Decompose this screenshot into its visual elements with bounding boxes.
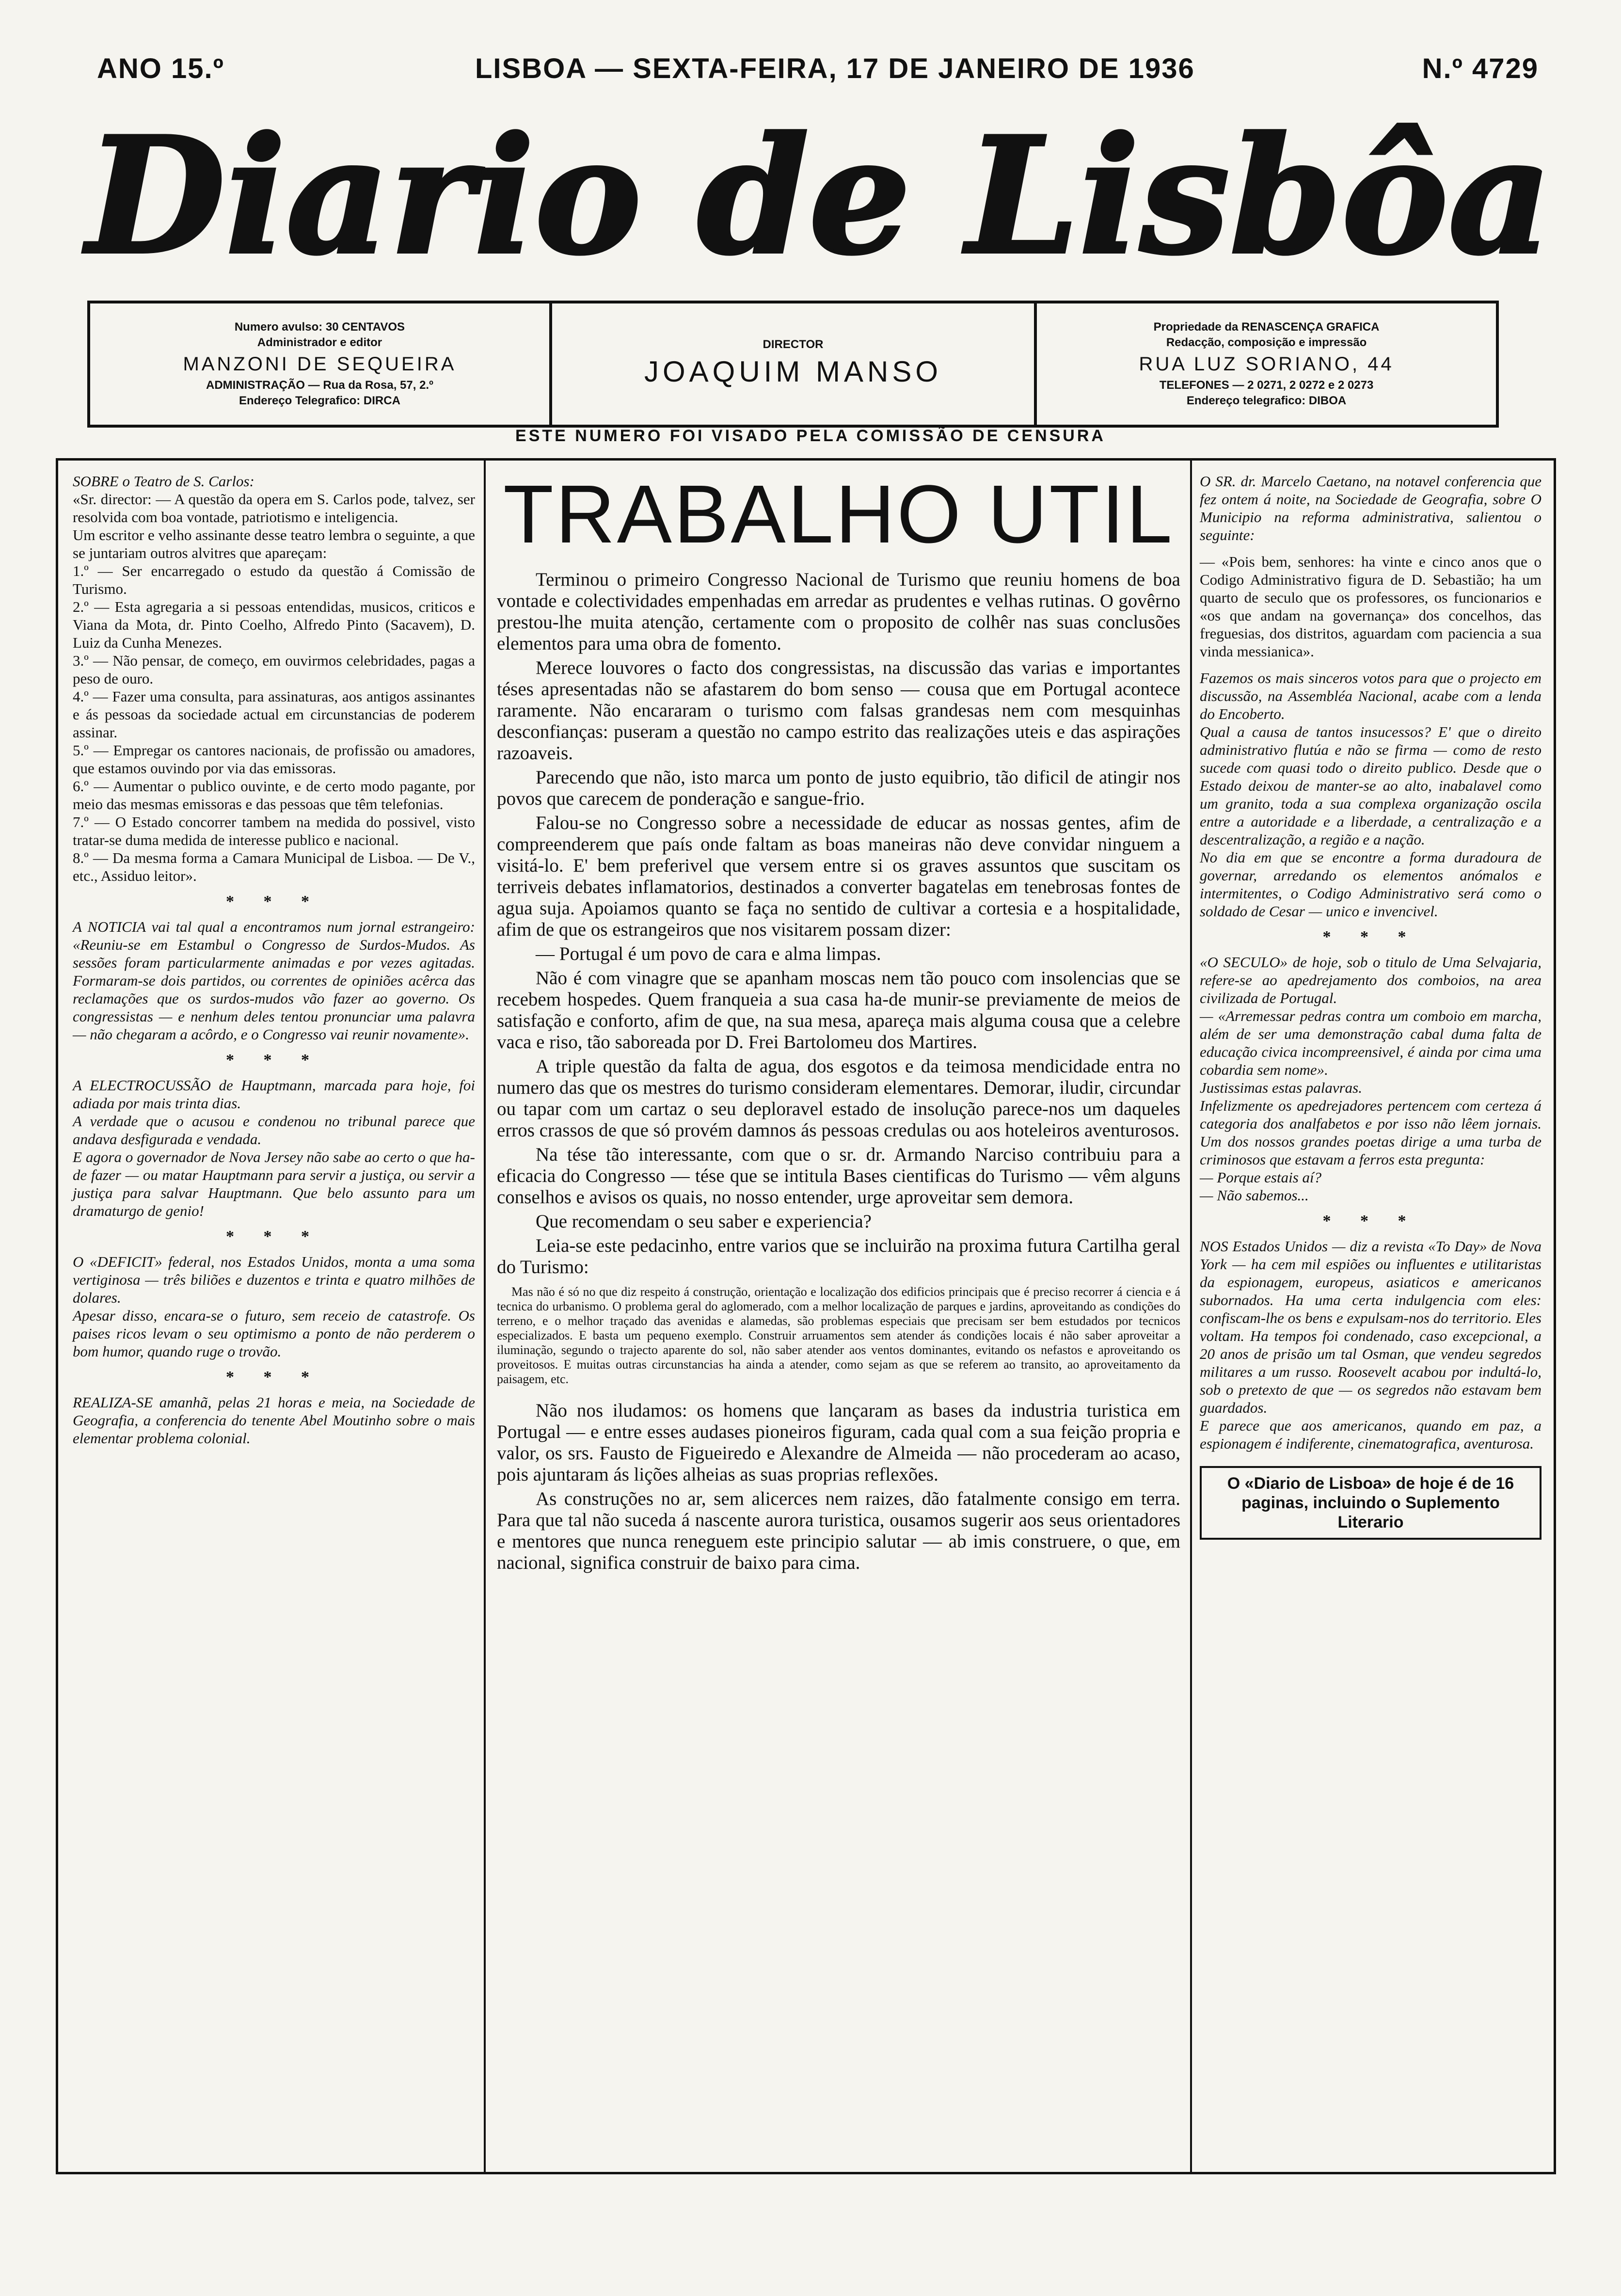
paragraph: Um escritor e velho assinante desse teatro lembra o seguinte, a que se juntariam outros alvitres que apareçam: <box>73 526 475 561</box>
paragraph: 1.º — Ser encarregado o estudo da questão á Comissão de Turismo. <box>73 562 475 597</box>
section-separator: * * * <box>226 893 322 910</box>
admin-box <box>90 303 549 425</box>
paragraph: 8.º — Da mesma forma a Camara Municipal de Lisboa. — De V., etc., Assiduo leitor». <box>73 849 475 884</box>
paragraph: Parecendo que não, isto marca um ponto de justo equibrio, tão dificil de atingir nos povos que carecem de ponderação e sangue-frio. <box>497 767 1180 809</box>
paragraph: O SR. dr. Marcelo Caetano, na notavel conferencia que fez ontem á noite, na Sociedade de Geografia, sobre O Municipio na reforma administrativa, salientou o seguinte: <box>1200 473 1542 543</box>
paragraph: 6.º — Aumentar o publico ouvinte, e de certo modo pagante, por meio das mesmas emissoras e das pessoas que têm telefonias. <box>73 778 475 813</box>
paragraph: Não é com vinagre que se apanham moscas nem tão pouco com insolencias que se recebem hospedes. Quem franqueia a sua casa ha-de munir-se previamente de meios de satisfação e conforto, afim de que, na sua mesa, apareça mais alguma cousa que a celebre vaca e riso, tão saboreada por D. Frei Bartolomeu dos Martires. <box>497 968 1180 1052</box>
section-separator: * * * <box>1322 1212 1419 1230</box>
paragraph: Terminou o primeiro Congresso Nacional de Turismo que reuniu homens de boa vontade e colectividades empenhadas em arredar as prudentes e velhas rutinas. O govêrno prestou-lhe muita atenção, certamente com o proposito de colhêr nas suas conclusões elementos para uma obra de fomento. <box>497 569 1180 654</box>
paragraph: «O SECULO» de hoje, sob o titulo de Uma Selvajaria, refere-se ao apedrejamento dos comboios, na area civilizada de Portugal. <box>1200 954 1542 1006</box>
paragraph: — Porque estais aí? <box>1200 1169 1322 1186</box>
admin-editor-name: MANZONI DE SEQUEIRA <box>183 353 457 375</box>
paragraph: As construções no ar, sem alicerces nem raizes, dão fatalmente consigo em terra. Para que tal não suceda á nascente aurora turistica, ousamos sugerir aos seus orientadores e mentores que nunca reneguem este principio salutar — ab imis construere, o que, em nacional, significa construir de baixo para cima. <box>497 1488 1180 1573</box>
section-separator: * * * <box>226 1368 322 1386</box>
paragraph: 5.º — Empregar os cantores nacionais, de profissão ou amadores, que estamos ouvindo por via das emissoras. <box>73 742 475 777</box>
admin-address: ADMINISTRAÇÃO — Rua da Rosa, 57, 2.º <box>206 379 433 392</box>
director-name: JOAQUIM MANSO <box>644 355 942 388</box>
paragraph: A ELECTROCUSSÃO de Hauptmann, marcada para hoje, foi adiada por mais trinta dias. <box>73 1077 475 1112</box>
director-box <box>549 303 1034 425</box>
section-separator: * * * <box>226 1228 322 1245</box>
paragraph: E agora o governador de Nova Jersey não sabe ao certo o que ha-de fazer — ou matar Hauptmann para servir a justiça, ou servir a justiça para salvar Hauptmann. Que belo assunto para um dramaturgo de genio! <box>73 1148 475 1219</box>
paragraph: — «Arremessar pedras contra um comboio em marcha, além de ser uma demonstração cabal duma falta de educação civica incompreensivel, é ainda por cima uma cobardia sem nome». <box>1200 1007 1542 1078</box>
paragraph: Justissimas estas palavras. <box>1200 1079 1362 1096</box>
svg-text:Diario de Lisbôa: Diario de Lisbôa <box>86 102 1552 290</box>
phones: TELEFONES — 2 0271, 2 0272 e 2 0273 <box>1159 379 1374 392</box>
paragraph: A NOTICIA vai tal qual a encontramos num jornal estrangeiro: «Reuniu-se em Estambul o Congresso de Surdos-Mudos. As sessões foram particularmente animadas e por vezes agitadas. Formaram-se dois partidos, ou correntes de opiniões acêrca das reclamações que os surdos-mudos vão fazer ao governo. Os congressistas — e nenhum deles tentou pronunciar uma palavra — não chegaram a acôrdo, e o Congresso vai reunir novamente». <box>73 918 475 1043</box>
item-heading: SOBRE o Teatro de S. Carlos: <box>73 473 254 490</box>
paragraph: — «Pois bem, senhores: ha vinte e cinco anos que o Codigo Administrativo figura de D. Sebastião; ha um quarto de seculo que os professores, os funcionarios e «os que andam na governança» dos concelhos, das freguesias, dos distritos, aguardam com paciencia a sua vinda messianica». <box>1200 553 1542 660</box>
section-separator: * * * <box>1322 928 1419 946</box>
paragraph: Fazemos os mais sinceros votos para que o projecto em discussão, na Assembléa Nacional, acabe com a lenda do Encoberto. <box>1200 670 1542 722</box>
quoted-excerpt: Mas não é só no que diz respeito á construção, orientação e localização dos edificios principais que é preciso recorrer á ciencia e á tecnica do urbanismo. O problema geral do aglomerado, com a melhor localização de parques e jardins, aproveitando as condições do terreno, e o melhor traçado das avenidas e alamedas, são problemas especiais que precisam ser bem estudados por tecnicos especializados. E basta um pequeno exemplo. Construir arruamentos sem atender ás condições locais é não saber aproveitar a iluminação, segundo o trajecto aparente do sol, não saber atender aos ventos dominantes, evitando os nefastos e aproveitando os proveitosos. E muitas outras circunstancias ha ainda a atender, como sejam as que se referem ao transito, ao aproveitamento da paisagem, etc. <box>497 1285 1180 1386</box>
paragraph: — Não sabemos... <box>1200 1187 1309 1204</box>
director-label: DIRECTOR <box>763 338 824 351</box>
paragraph: Na tése tão interessante, com que o sr. dr. Armando Narciso contribuiu para a eficacia do Congresso — tése que se intitula Bases cientificas do Turismo — vêm alguns conselhos e avisos os quais, no nosso entender, urge aproveitar sem demora. <box>497 1144 1180 1208</box>
property-box <box>1034 303 1496 425</box>
paragraph: Que recomendam o seu saber e experiencia? <box>536 1211 872 1232</box>
paragraph: Merece louvores o facto dos congressistas, na discussão das varias e importantes téses apresentadas não se afastarem do bom senso — cousa que em Portugal acontece raramente. Não encararam o turismo com falsas grandesas nem com mesquinhas desconfianças: puseram a questão no campo estrito das realizações uteis e das aspirações razoaveis. <box>497 657 1180 764</box>
paragraph: O «DEFICIT» federal, nos Estados Unidos, monta a uma soma vertiginosa — três biliões e duzentos e trinta e quatro milhões de dolares. <box>73 1253 475 1306</box>
article-headline: TRABALHO UTIL <box>503 468 1174 560</box>
paragraph: NOS Estados Unidos — diz a revista «To Day» de Nova York — ha cem mil espiões ou influentes e utilitaristas da espionagem, europeus, asiaticos e americanos subornados. Ha uma certa indulgencia com eles: confiscam-lhe os bens e expulsam-nos do territorio. Eles voltam. Ha tempos foi condenado, caso excepcional, a 20 anos de prisão um tal Osman, que vendeu segredos militares a um russo. Roosevelt acabou por indultá-lo, sob o pretexto de que — os segredos não estavam bem guardados. <box>1200 1238 1542 1416</box>
paragraph: Leia-se este pedacinho, entre varios que se incluirão na proxima futura Cartilha geral do Turismo: <box>497 1235 1180 1277</box>
paragraph: Não nos iludamos: os homens que lançaram as bases da industria turistica em Portugal — e entre esses audases pioneiros figuram, cada qual com a sua feição propria e valor, os srs. Fausto de Figueiredo e Alexandre de Almeida — não procederam ao acaso, pois ajuntaram ás lições alheias as suas proprias reflexões. <box>497 1400 1180 1485</box>
issue-number: N.º 4729 <box>1422 53 1539 84</box>
column-divider <box>484 461 486 2172</box>
paragraph: «Sr. director: — A questão da opera em S. Carlos pode, talvez, ser resolvida com boa vontade, patriotismo e inteligencia. <box>73 491 475 526</box>
censorship-notice: ESTE NUMERO FOI VISADO PELA COMISSÃO DE CENSURA <box>515 427 1106 445</box>
paragraph: E parece que aos americanos, quando em paz, a espionagem é indiferente, cinematografica, aventurosa. <box>1200 1417 1542 1452</box>
left-column <box>73 461 475 2172</box>
volume-year: ANO 15.º <box>97 53 224 84</box>
supplement-notice-box: O «Diario de Lisboa» de hoje é de 16 paginas, incluindo o Suplemento Literario <box>1200 1466 1542 1540</box>
masthead <box>86 92 1552 296</box>
paragraph: Infelizmente os apedrejadores pertencem com certeza á categoria dos analfabetos e por isso não lêem jornais. Um dos nossos grandes poetas dirige a uma turba de criminosos que estavam a ferros esta pregunta: <box>1200 1097 1542 1168</box>
paragraph: Apesar disso, encara-se o futuro, sem receio de catastrofe. Os paises ricos levam o seu optimismo a ponto de não perderem o bom humor, quando ruge o trovão. <box>73 1307 475 1360</box>
paragraph: REALIZA-SE amanhã, pelas 21 horas e meia, na Sociedade de Geografia, a conferencia do tenente Abel Moutinho sobre o mais elementar problema colonial. <box>73 1394 475 1447</box>
paragraph: — Portugal é um povo de cara e alma limpas. <box>536 943 881 964</box>
paragraph: 3.º — Não pensar, de começo, em ouvirmos celebridades, pagas a peso de ouro. <box>73 652 475 687</box>
paragraph: 4.º — Fazer uma consulta, para assinaturas, aos antigos assinantes e ás pessoas da sociedade actual em circunstancias de poderem assinar. <box>73 688 475 741</box>
telegraph-address-left: Endereço Telegrafico: DIRCA <box>238 394 400 407</box>
center-column <box>497 461 1180 2172</box>
masthead-logo <box>86 92 1552 296</box>
property-line: Propriedade da RENASCENÇA GRAFICA <box>1153 320 1380 334</box>
price-line: Numero avulso: 30 CENTAVOS <box>234 320 405 334</box>
paragraph: A triple questão da falta de agua, dos esgotos e da teimosa mendicidade entra no numero das que os mestres do turismo consideram elementares. Demorar, iludir, circundar ou tapar com um cartaz o seu deploravel estado de insolução parece-nos um daqueles erros crassos de que só provém damnos ás pessoas credulas ou aos hoteleiros aventurosos. <box>497 1056 1180 1141</box>
office-address: RUA LUZ SORIANO, 44 <box>1139 353 1394 375</box>
paragraph: 2.º — Esta agregaria a si pessoas entendidas, musicos, criticos e Viana da Mota, dr. Pinto Coelho, Alfredo Pinto (Sacavem), D. Luiz da Cunha Menezes. <box>73 598 475 651</box>
print-line: Redacção, composição e impressão <box>1166 336 1367 349</box>
paragraph: A verdade que o acusou e condenou no tribunal parece que andava desfigurada e vendada. <box>73 1113 475 1148</box>
info-bar <box>87 301 1499 428</box>
column-divider <box>1190 461 1192 2172</box>
content-frame <box>56 458 1556 2174</box>
right-column <box>1200 461 1542 2172</box>
paragraph: Qual a causa de tantos insucessos? E' que o direito administrativo flutúa e não se firma — como de resto sucede com quasi todo o direito publico. Desde que o Estado deixou de manter-se ao alto, inabalavel como um granito, toda a sua complexa organização oscila entre a autoridade e a liberdade, a centralização e a descentralização, a região e a nação. <box>1200 723 1542 848</box>
paragraph: No dia em que se encontre a forma duradoura de governar, arredando os elementos anómalos e intermitentes, o Codigo Administrativo será como o soldado de Cesar — unico e invencivel. <box>1200 849 1542 920</box>
telegraph-address-right: Endereço telegrafico: DIBOA <box>1186 394 1347 407</box>
paragraph: 7.º — O Estado concorrer tambem na medida do possivel, visto tratar-se duma medida de interesse publico e nacional. <box>73 813 475 848</box>
top-line <box>97 48 1539 92</box>
admin-editor-label: Administrador e editor <box>257 336 382 349</box>
dateline: LISBOA — SEXTA-FEIRA, 17 DE JANEIRO DE 1936 <box>475 53 1195 84</box>
paragraph: Falou-se no Congresso sobre a necessidade de educar as nossas gentes, afim de compreenderem que país onde faltam as boas maneiras não deve convidar ninguem a visitá-lo. E' bem preferivel que versem entre si os graves assuntos que suscitam os terriveis debates inflamatorios, destinados a converter bagatelas em tenebrosas fontes de agua suja. Apoiamos quanto se faça no sentido de cultivar a cortesia e a hospitalidade, afim de que os estrangeiros que nos visitarem possam dizer: <box>497 813 1180 940</box>
section-separator: * * * <box>226 1051 322 1069</box>
